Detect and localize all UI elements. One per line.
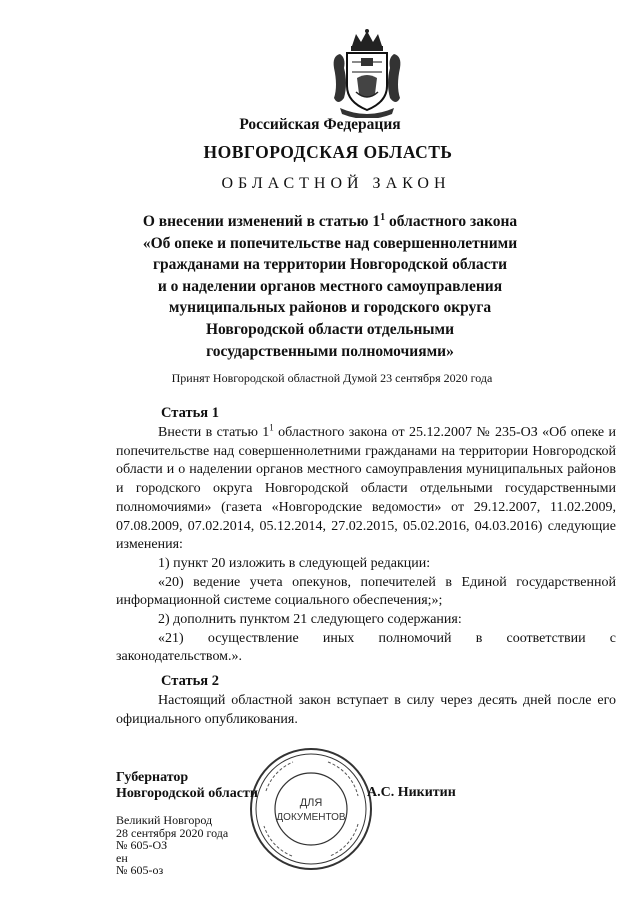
seal-center-line-2: ДОКУМЕНТОВ: [276, 812, 346, 823]
signature-meta: [116, 814, 228, 877]
adoption-note: Принят Новгородской областной Думой 23 сентября 2020 года: [171, 371, 493, 385]
signatory-title: [116, 770, 258, 801]
article-1-item-2-text: «21) осуществление иных полномочий в соответствии с законодательством.».: [116, 630, 616, 665]
article-1-item-2: 2) дополнить пунктом 21 следующего содержания:: [158, 612, 462, 628]
signatory-title-line-1: Губернатор: [116, 770, 189, 785]
title-line-3: гражданами на территории Новгородской области: [152, 256, 508, 274]
article-1-body: [116, 424, 616, 667]
title-line-2: «Об опеке и попечительстве над совершеннолетними: [142, 234, 518, 252]
seal-center-line-1: ДЛЯ: [299, 797, 323, 809]
article-2-body: [116, 692, 616, 729]
article-2-text: Настоящий областной закон вступает в силу через десять дней после его официального опубликования.: [116, 693, 616, 727]
title-line-4: и о наделении органов местного самоуправления: [157, 277, 503, 295]
country-heading: Российская Федерация: [239, 116, 401, 133]
title-line-7: государственными полномочиями»: [206, 342, 454, 360]
title-line-6: Новгородской области отдельными: [205, 320, 455, 338]
signatory-name: А.С. Никитин: [367, 785, 456, 800]
article-1-heading: Статья 1: [161, 405, 219, 421]
article-1-item-1: 1) пункт 20 изложить в следующей редакции:: [158, 555, 431, 571]
region-heading: НОВГОРОДСКАЯ ОБЛАСТЬ: [203, 142, 453, 162]
article-1-intro: Внести в статью $1^1$ областного закона от 25.12.2007 № 235-ОЗ «Об опеке и попечительстве над совершеннолетними гражданами на территории Новгородской области и о наделении органов местного самоуправления муниципальных районов и городского округа Новгородской области отдельными государственными полномочиями» (газета «Новгородские ведомости» от 29.12.2007, 11.02.2009, 07.08.2009, 07.02.2014, 05.12.2014, 27.02.2015, 05.02.2016, 04.03.2016) следующие изменения:: [116, 422, 616, 553]
law-title: [10, 211, 640, 362]
handwritten-initials: ен: [116, 850, 128, 865]
article-1-item-1-text: «20) ведение учета опекунов, попечителей в Единой государственной информационной системе социального обеспечения;»;: [116, 574, 616, 609]
signatory-title-line-2: Новгородской области: [116, 785, 258, 801]
title-line-1: О внесении изменений в статью $1^1$ областного закона: [142, 211, 518, 230]
document-type-heading: ОБЛАСТНОЙ ЗАКОН: [221, 175, 451, 192]
article-2-heading: Статья 2: [161, 673, 219, 689]
signing-date: 28 сентября 2020 года: [116, 825, 229, 840]
signing-city: Великий Новгород: [116, 813, 213, 827]
law-number: № 605-ОЗ: [116, 838, 168, 852]
handwritten-number: № 605-оз: [116, 863, 164, 877]
coat-of-arms-icon: [330, 28, 404, 118]
official-seal-icon: [248, 746, 374, 872]
title-line-5: муниципальных районов и городского округа: [168, 299, 492, 317]
